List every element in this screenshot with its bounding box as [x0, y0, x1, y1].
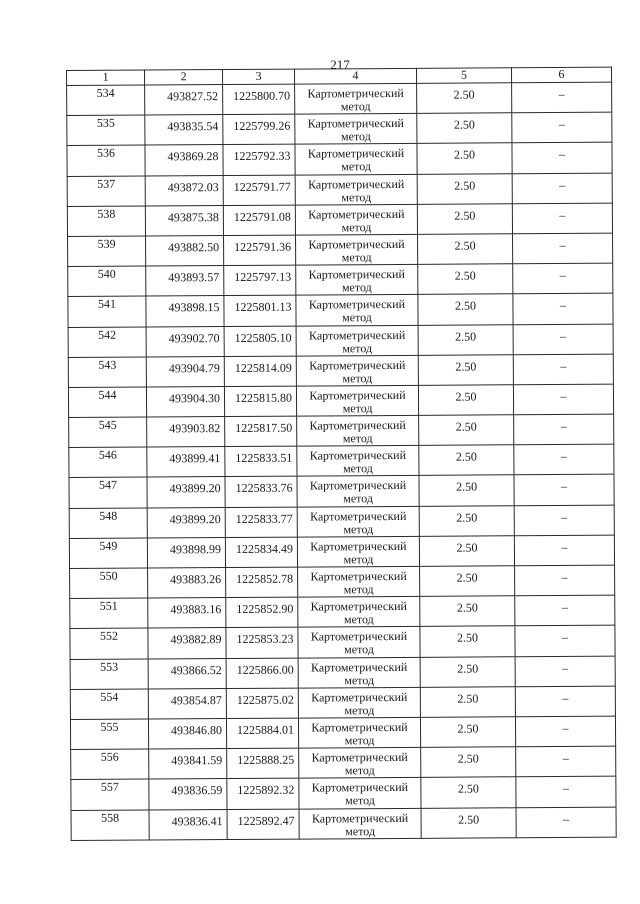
- table-row: [68, 324, 613, 358]
- point-number-cell: 551: [70, 598, 148, 629]
- point-number-cell: 550: [70, 568, 148, 599]
- accuracy-cell: 2.50: [421, 747, 516, 778]
- x-coordinate-cell: 493904.79: [146, 356, 224, 387]
- accuracy-cell: 2.50: [420, 717, 515, 748]
- x-coordinate-cell: 493899.20: [147, 477, 225, 508]
- method-cell: Картометрический метод: [299, 808, 421, 839]
- x-coordinate-cell: 493898.15: [146, 296, 224, 327]
- accuracy-cell: 2.50: [417, 204, 512, 235]
- y-coordinate-cell: 1225797.13: [224, 265, 296, 296]
- note-cell: –: [515, 716, 615, 747]
- table-row: [68, 233, 613, 267]
- y-coordinate-cell: 1225892.32: [227, 778, 299, 809]
- table-row: [67, 143, 612, 177]
- method-cell: Картометрический метод: [295, 174, 417, 205]
- accuracy-cell: 2.50: [420, 596, 515, 627]
- method-cell: Картометрический метод: [296, 385, 418, 416]
- point-number-cell: 555: [70, 719, 148, 750]
- accuracy-cell: 2.50: [420, 566, 515, 597]
- table-row: [70, 686, 615, 720]
- table-row: [70, 656, 615, 690]
- accuracy-cell: 2.50: [417, 113, 512, 144]
- y-coordinate-cell: 1225875.02: [226, 688, 298, 719]
- x-coordinate-cell: 493875.38: [145, 205, 223, 236]
- x-coordinate-cell: 493841.59: [149, 749, 227, 780]
- method-cell: Картометрический метод: [299, 778, 421, 809]
- table-body: [67, 82, 617, 840]
- x-coordinate-cell: 493904.30: [146, 386, 224, 417]
- note-cell: –: [514, 414, 614, 445]
- note-cell: –: [512, 112, 612, 143]
- point-number-cell: 537: [67, 176, 145, 207]
- note-cell: –: [514, 475, 614, 506]
- method-cell: Картометрический метод: [298, 597, 420, 628]
- y-coordinate-cell: 1225834.49: [225, 537, 297, 568]
- table-row: [67, 82, 612, 116]
- y-coordinate-cell: 1225792.33: [223, 144, 295, 175]
- accuracy-cell: 2.50: [418, 385, 513, 416]
- table-row: [71, 746, 616, 780]
- column-header-6: 6: [511, 67, 611, 83]
- table-row: [69, 505, 614, 539]
- note-cell: –: [513, 293, 613, 324]
- x-coordinate-cell: 493882.89: [148, 628, 226, 659]
- table-row: [68, 384, 613, 418]
- method-cell: Картометрический метод: [295, 83, 417, 114]
- point-number-cell: 543: [68, 357, 146, 388]
- x-coordinate-cell: 493899.41: [147, 447, 225, 478]
- table-row: [67, 112, 612, 146]
- x-coordinate-cell: 493836.41: [149, 809, 227, 840]
- point-number-cell: 539: [68, 236, 146, 267]
- accuracy-cell: 2.50: [418, 324, 513, 355]
- y-coordinate-cell: 1225892.47: [227, 809, 299, 840]
- point-number-cell: 554: [70, 689, 148, 720]
- accuracy-cell: 2.50: [419, 536, 514, 567]
- method-cell: Картометрический метод: [298, 627, 420, 658]
- accuracy-cell: 2.50: [420, 687, 515, 718]
- accuracy-cell: 2.50: [418, 234, 513, 265]
- y-coordinate-cell: 1225852.78: [226, 567, 298, 598]
- method-cell: Картометрический метод: [298, 687, 420, 718]
- method-cell: Картометрический метод: [297, 506, 419, 537]
- column-header-4: 4: [294, 68, 416, 84]
- table-row: [69, 414, 614, 448]
- y-coordinate-cell: 1225833.77: [225, 507, 297, 538]
- accuracy-cell: 2.50: [418, 354, 513, 385]
- table-row: [69, 475, 614, 509]
- x-coordinate-cell: 493898.99: [147, 537, 225, 568]
- accuracy-cell: 2.50: [420, 626, 515, 657]
- note-cell: –: [513, 263, 613, 294]
- y-coordinate-cell: 1225852.90: [226, 597, 298, 628]
- table-row: [70, 595, 615, 629]
- y-coordinate-cell: 1225814.09: [224, 356, 296, 387]
- note-cell: –: [516, 776, 616, 807]
- point-number-cell: 552: [70, 628, 148, 659]
- y-coordinate-cell: 1225833.51: [225, 446, 297, 477]
- y-coordinate-cell: 1225791.36: [224, 235, 296, 266]
- note-cell: –: [514, 505, 614, 536]
- note-cell: –: [515, 626, 615, 657]
- note-cell: –: [513, 324, 613, 355]
- point-number-cell: 549: [69, 538, 147, 569]
- point-number-cell: 544: [68, 387, 146, 418]
- accuracy-cell: 2.50: [417, 143, 512, 174]
- table-row: [68, 293, 613, 327]
- table-row: [70, 716, 615, 750]
- accuracy-cell: 2.50: [421, 777, 516, 808]
- x-coordinate-cell: 493883.16: [148, 598, 226, 629]
- note-cell: –: [513, 233, 613, 264]
- x-coordinate-cell: 493872.03: [145, 175, 223, 206]
- method-cell: Картометрический метод: [295, 114, 417, 145]
- method-cell: Картометрический метод: [296, 234, 418, 265]
- table-row: [69, 444, 614, 478]
- x-coordinate-cell: 493883.26: [148, 568, 226, 599]
- note-cell: –: [512, 143, 612, 174]
- point-number-cell: 553: [70, 659, 148, 690]
- y-coordinate-cell: 1225791.77: [223, 175, 295, 206]
- point-number-cell: 536: [67, 145, 145, 176]
- table-row: [70, 626, 615, 660]
- accuracy-cell: 2.50: [419, 445, 514, 476]
- x-coordinate-cell: 493854.87: [148, 688, 226, 719]
- method-cell: Картометрический метод: [296, 264, 418, 295]
- table-row: [71, 807, 616, 841]
- y-coordinate-cell: 1225799.26: [223, 114, 295, 145]
- x-coordinate-cell: 493846.80: [148, 718, 226, 749]
- y-coordinate-cell: 1225884.01: [226, 718, 298, 749]
- column-header-1: 1: [67, 70, 145, 85]
- point-number-cell: 542: [68, 327, 146, 358]
- note-cell: –: [514, 444, 614, 475]
- accuracy-cell: 2.50: [417, 83, 512, 114]
- note-cell: –: [515, 656, 615, 687]
- y-coordinate-cell: 1225801.13: [224, 295, 296, 326]
- method-cell: Картометрический метод: [296, 355, 418, 386]
- accuracy-cell: 2.50: [418, 264, 513, 295]
- x-coordinate-cell: 493836.59: [149, 779, 227, 810]
- method-cell: Картометрический метод: [298, 717, 420, 748]
- point-number-cell: 540: [68, 266, 146, 297]
- note-cell: –: [513, 354, 613, 385]
- x-coordinate-cell: 493835.54: [145, 115, 223, 146]
- note-cell: –: [516, 807, 616, 838]
- y-coordinate-cell: 1225805.10: [224, 326, 296, 357]
- note-cell: –: [515, 595, 615, 626]
- point-number-cell: 556: [71, 749, 149, 780]
- table-row: [67, 203, 612, 237]
- method-cell: Картометрический метод: [295, 144, 417, 175]
- x-coordinate-cell: 493893.57: [146, 266, 224, 297]
- y-coordinate-cell: 1225791.08: [223, 205, 295, 236]
- accuracy-cell: 2.50: [419, 415, 514, 446]
- x-coordinate-cell: 493903.82: [147, 417, 225, 448]
- note-cell: –: [512, 82, 612, 113]
- method-cell: Картометрический метод: [299, 747, 421, 778]
- method-cell: Картометрический метод: [297, 536, 419, 567]
- note-cell: –: [514, 535, 614, 566]
- accuracy-cell: 2.50: [417, 173, 512, 204]
- method-cell: Картометрический метод: [298, 566, 420, 597]
- x-coordinate-cell: 493899.20: [147, 507, 225, 538]
- x-coordinate-cell: 493866.52: [148, 658, 226, 689]
- method-cell: Картометрический метод: [298, 657, 420, 688]
- column-header-2: 2: [145, 70, 223, 85]
- method-cell: Картометрический метод: [297, 415, 419, 446]
- point-number-cell: 557: [71, 779, 149, 810]
- note-cell: –: [515, 686, 615, 717]
- y-coordinate-cell: 1225888.25: [227, 748, 299, 779]
- page-number: 217: [330, 57, 350, 72]
- table-row: [67, 173, 612, 207]
- point-number-cell: 546: [69, 447, 147, 478]
- method-cell: Картометрический метод: [296, 325, 418, 356]
- note-cell: –: [515, 565, 615, 596]
- method-cell: Картометрический метод: [297, 476, 419, 507]
- x-coordinate-cell: 493882.50: [146, 235, 224, 266]
- table-row: [68, 354, 613, 388]
- point-number-cell: 538: [67, 206, 145, 237]
- accuracy-cell: 2.50: [420, 656, 515, 687]
- point-number-cell: 535: [67, 115, 145, 146]
- note-cell: –: [512, 203, 612, 234]
- point-number-cell: 541: [68, 296, 146, 327]
- note-cell: –: [513, 384, 613, 415]
- table-row: [70, 565, 615, 599]
- table-row: [68, 263, 613, 297]
- point-number-cell: 558: [71, 810, 149, 841]
- point-number-cell: 547: [69, 477, 147, 508]
- method-cell: Картометрический метод: [296, 295, 418, 326]
- note-cell: –: [512, 173, 612, 204]
- accuracy-cell: 2.50: [419, 505, 514, 536]
- y-coordinate-cell: 1225817.50: [225, 416, 297, 447]
- y-coordinate-cell: 1225853.23: [226, 627, 298, 658]
- y-coordinate-cell: 1225866.00: [226, 658, 298, 689]
- x-coordinate-cell: 493902.70: [146, 326, 224, 357]
- point-number-cell: 548: [69, 508, 147, 539]
- note-cell: –: [516, 746, 616, 777]
- point-number-cell: 534: [67, 85, 145, 116]
- accuracy-cell: 2.50: [418, 294, 513, 325]
- y-coordinate-cell: 1225800.70: [223, 84, 295, 115]
- column-header-3: 3: [223, 69, 295, 84]
- method-cell: Картометрический метод: [297, 446, 419, 477]
- accuracy-cell: 2.50: [421, 807, 516, 838]
- column-header-5: 5: [416, 68, 511, 84]
- y-coordinate-cell: 1225815.80: [224, 386, 296, 417]
- table-row: [71, 776, 616, 810]
- x-coordinate-cell: 493869.28: [145, 145, 223, 176]
- x-coordinate-cell: 493827.52: [145, 85, 223, 116]
- coordinates-table: [66, 67, 617, 841]
- y-coordinate-cell: 1225833.76: [225, 477, 297, 508]
- accuracy-cell: 2.50: [419, 475, 514, 506]
- method-cell: Картометрический метод: [295, 204, 417, 235]
- table-row: [69, 535, 614, 569]
- point-number-cell: 545: [69, 417, 147, 448]
